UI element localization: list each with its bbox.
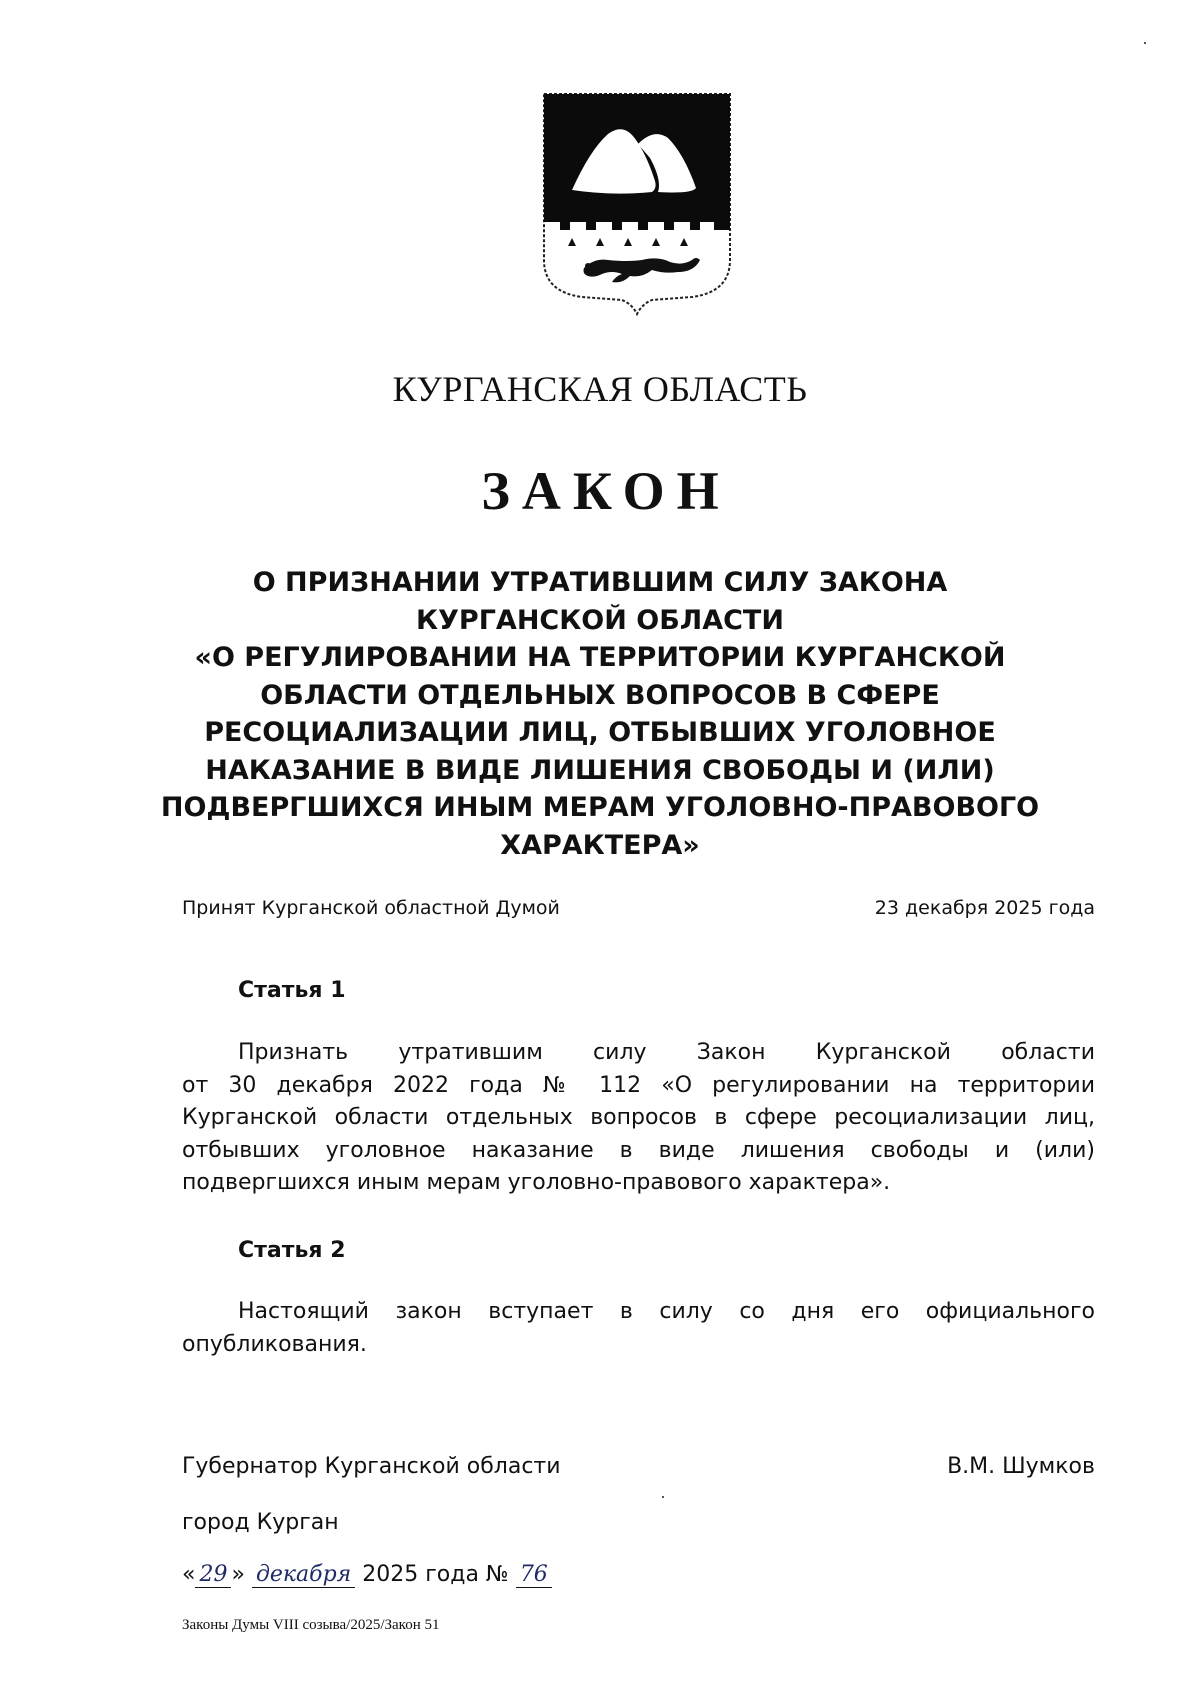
law-title-line: РЕСОЦИАЛИЗАЦИИ ЛИЦ, ОТБЫВШИХ УГОЛОВНОЕ <box>204 717 996 748</box>
text-line: опубликования. <box>182 1331 367 1357</box>
text-line: Признать утратившим силу Закон Курганской области <box>238 1040 1095 1065</box>
text-line: от 30 декабря 2022 года № 112 «О регулировании на территории <box>182 1072 1095 1098</box>
quote-close: » <box>231 1562 245 1587</box>
adopted-by: Принят Курганской областной Думой <box>182 897 560 919</box>
adopted-date: 23 декабря 2025 года <box>874 897 1095 919</box>
law-title <box>140 564 1060 864</box>
handwritten-day: 29 <box>195 1562 231 1588</box>
scan-speck <box>1144 42 1146 44</box>
text-line: Настоящий закон вступает в силу со дня его официального <box>238 1299 1095 1324</box>
signatory-title: Губернатор Курганской области <box>182 1454 561 1479</box>
text-line: Курганской области отдельных вопросов в сфере ресоциализации лиц, <box>182 1105 1095 1130</box>
law-title-line: «О РЕГУЛИРОВАНИИ НА ТЕРРИТОРИИ КУРГАНСКОЙ <box>194 642 1006 673</box>
region-heading: КУРГАНСКАЯ ОБЛАСТЬ <box>392 369 808 409</box>
signing-date-line <box>182 1562 552 1588</box>
law-title-line: О ПРИЗНАНИИ УТРАТИВШИМ СИЛУ ЗАКОНА <box>252 567 948 598</box>
law-title-line: ПОДВЕРГШИХСЯ ИНЫМ МЕРАМ УГОЛОВНО-ПРАВОВОГО <box>160 792 1040 823</box>
scan-speck <box>662 1496 664 1498</box>
law-title-line: КУРГАНСКОЙ ОБЛАСТИ <box>416 604 784 636</box>
article-1-text <box>182 1037 1095 1200</box>
footer-registry-note: Законы Думы VIII созыва/2025/Закон 51 <box>182 1617 440 1633</box>
document-type-heading: ЗАКОН <box>481 461 731 521</box>
text-line: отбывших уголовное наказание в виде лишения свободы и (или) <box>182 1137 1095 1163</box>
signatory-name: В.М. Шумков <box>947 1454 1095 1479</box>
handwritten-number: 76 <box>516 1562 552 1588</box>
year-label: 2025 года № <box>362 1562 509 1587</box>
text-line: подвергшихся иным мерам уголовно-правового характера». <box>182 1170 891 1195</box>
law-title-line: ХАРАКТЕРА» <box>500 829 700 861</box>
coat-of-arms-emblem <box>542 92 732 332</box>
article-2-text <box>182 1296 1095 1361</box>
law-title-line: ОБЛАСТИ ОТДЕЛЬНЫХ ВОПРОСОВ В СФЕРЕ <box>260 679 940 711</box>
law-title-line: НАКАЗАНИЕ В ВИДЕ ЛИШЕНИЯ СВОБОДЫ И (ИЛИ) <box>205 754 995 786</box>
quote-open: « <box>182 1562 196 1587</box>
article-2-heading: Статья 2 <box>238 1238 346 1263</box>
signing-city: город Курган <box>182 1510 339 1535</box>
article-1-heading: Статья 1 <box>238 978 346 1003</box>
adoption-line <box>182 897 1095 919</box>
signature-row <box>182 1454 1095 1479</box>
handwritten-month: декабря <box>252 1562 355 1588</box>
